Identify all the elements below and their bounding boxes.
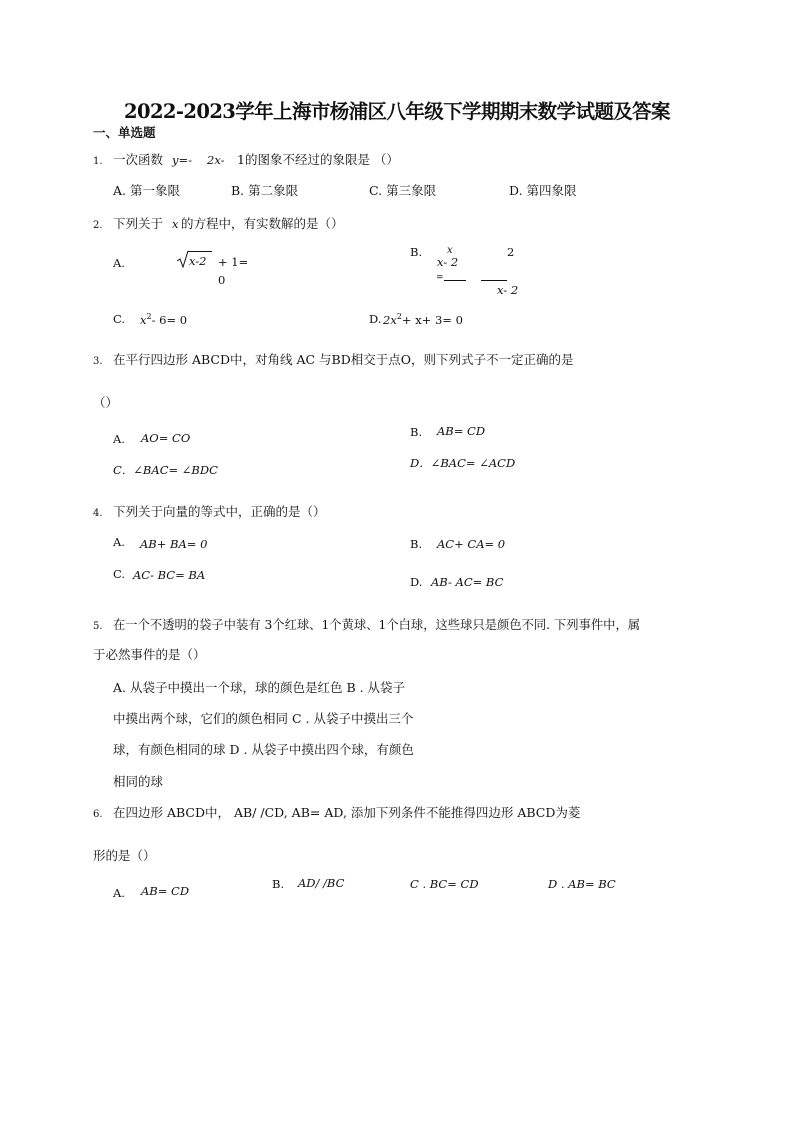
q2-option-c-expr: $x^2-$ 6= 0: [140, 312, 188, 327]
q2-option-b-numerator-2: 2: [507, 245, 515, 259]
sqrt-overline: [188, 251, 212, 252]
q4-option-b-label: B.: [410, 537, 423, 551]
q6-option-b-expr: AD/ /BC: [298, 876, 345, 890]
q2-option-b-numerator-x: x: [447, 245, 453, 256]
q2-fraction-bar-2: [481, 280, 507, 281]
q3-option-b-label: B.: [410, 425, 423, 439]
q6-option-d: D . AB= BC: [548, 877, 616, 891]
q2-option-a-label: A.: [113, 256, 125, 270]
q4-option-c-expr: AC- BC= BA: [133, 568, 206, 582]
q2-option-c-label: C.: [113, 312, 126, 326]
q2-option-a-zero: 0: [218, 273, 226, 287]
q6-option-a-label: A.: [113, 886, 125, 900]
q1-stem-y: y=-: [172, 153, 193, 167]
q2-option-d-label: D.: [369, 312, 382, 326]
q6-stem-line-1: 在四边形 ABCD中， AB/ /CD, AB= AD, 添加下列条件不能推得四边形 ABCD为菱: [113, 805, 581, 820]
q2-stem-b: 的方程中，有实数解的是（）: [181, 216, 344, 231]
q5-stem-line-1: 在一个不透明的袋子中装有 3个红球、1个黄球、1个白球，这些球只是颜色不同. 下列事件中，属: [113, 618, 641, 632]
q4-stem: 下列关于向量的等式中，正确的是（）: [113, 504, 326, 519]
q6-stem-line-2: 形的是（）: [93, 848, 156, 863]
section-heading: 一、单选题: [93, 125, 156, 140]
q2-stem-x: x: [172, 217, 179, 231]
q4-option-a-expr: AB+ BA= 0: [140, 537, 208, 551]
q3-option-a-label: A.: [113, 432, 125, 446]
q3-option-d: D．∠BAC= ∠ACD: [410, 456, 516, 470]
q6-option-c: C . BC= CD: [410, 877, 479, 891]
q3-option-a-expr: AO= CO: [141, 431, 191, 445]
q4-option-d-label: D.: [410, 575, 423, 589]
q4-option-a-label: A.: [113, 535, 125, 549]
q5-stem-line-2: 于必然事件的是（）: [93, 647, 206, 662]
q2-number: 2.: [93, 220, 103, 231]
q1-number: 1.: [93, 156, 103, 167]
q1-option-d: D. 第四象限: [509, 183, 577, 198]
q1-stem-x: 2x-: [207, 153, 225, 167]
q4-option-c-label: C.: [113, 567, 126, 581]
q6-number: 6.: [93, 809, 103, 820]
q1-stem-b: 1的图象不经过的象限是 （）: [237, 152, 399, 167]
q6-option-b-label: B.: [272, 877, 285, 891]
q3-option-c: C．∠BAC= ∠BDC: [113, 463, 218, 477]
q2-fraction-bar-1: [444, 280, 466, 281]
q4-option-d-expr: AB- AC= BC: [431, 575, 504, 589]
q1-option-b: B. 第二象限: [231, 183, 299, 198]
document-title: 2022-2023学年上海市杨浦区八年级下学期期末数学试题及答案: [124, 100, 670, 123]
q1-option-a: A. 第一象限: [113, 183, 180, 198]
q1-stem-a: 一次函数: [113, 152, 164, 167]
q4-option-b-expr: AC+ CA= 0: [437, 537, 506, 551]
q2-option-b-equals: =: [436, 273, 444, 283]
q2-stem-a: 下列关于: [113, 216, 164, 231]
q5-options-line-2: 中摸出两个球，它们的颜色相同 C . 从袋子中摸出三个: [113, 711, 414, 726]
q3-stem: 在平行四边形 ABCD中，对角线 AC 与BD相交于点O，则下列式子不一定正确的是: [113, 352, 574, 367]
q5-options-line-1: A. 从袋子中摸出一个球，球的颜色是红色 B . 从袋子: [113, 680, 406, 695]
q2-option-a-rest: + 1=: [218, 255, 249, 269]
q5-options-line-3: 球，有颜色相同的球 D . 从袋子中摸出四个球，有颜色: [113, 742, 414, 757]
q3-answer-paren: （）: [93, 395, 119, 410]
q2-option-b-denominator-1: x- 2: [437, 255, 459, 269]
q2-option-b-denominator-2: x- 2: [497, 283, 519, 297]
q1-option-c: C. 第三象限: [369, 183, 437, 198]
q2-option-b-label: B.: [410, 245, 423, 259]
q6-option-a-expr: AB= CD: [141, 884, 190, 898]
q3-number: 3.: [93, 356, 103, 367]
q3-option-b-expr: AB= CD: [437, 424, 486, 438]
q5-number: 5.: [93, 621, 103, 632]
q4-number: 4.: [93, 508, 103, 519]
q5-options-line-4: 相同的球: [113, 774, 164, 789]
q2-option-a-radicand: x-2: [189, 254, 207, 268]
sqrt-radical-icon: [177, 250, 189, 268]
q2-option-d-expr: $2x^2+ x+ 3= 0$: [383, 312, 463, 327]
